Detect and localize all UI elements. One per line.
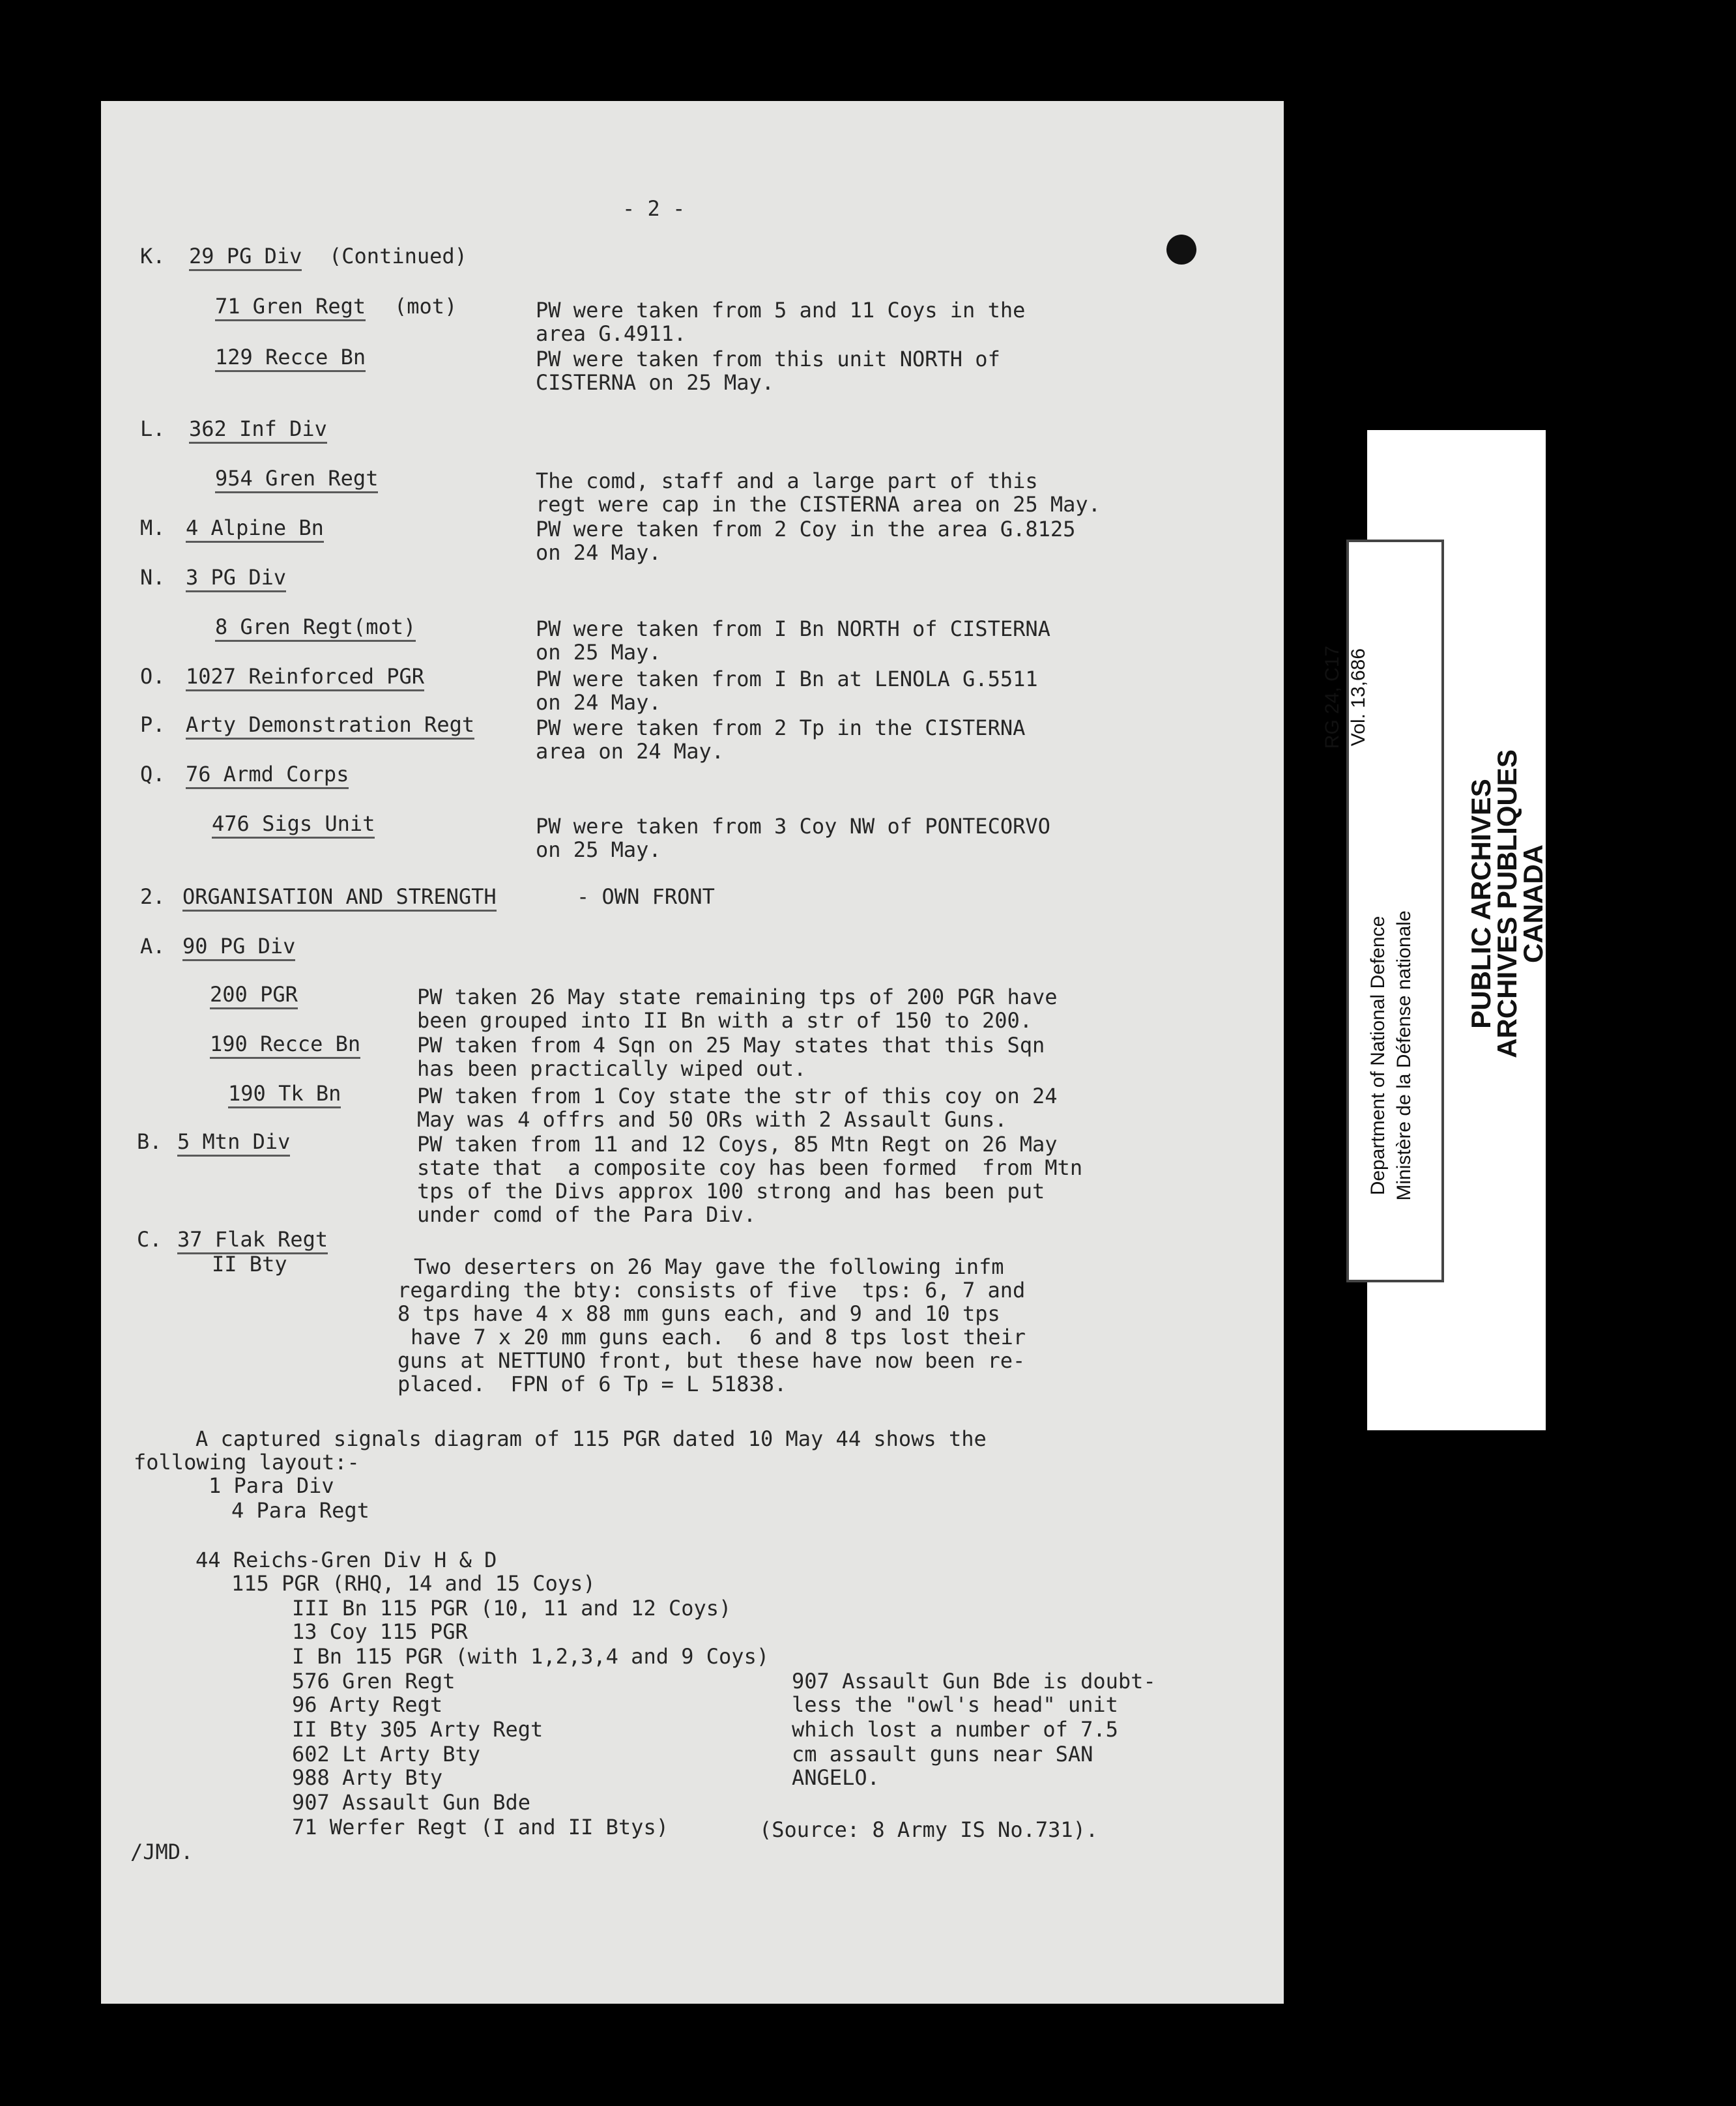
diagram-line: 71 Werfer Regt (I and II Btys) (292, 1815, 669, 1839)
diagram-line: 907 Assault Gun Bde (292, 1790, 531, 1815)
section-title-k: 29 PG Div (189, 244, 302, 271)
section-title-n: 3 PG Div (186, 566, 286, 592)
unit-text-line: has been practically wiped out. (417, 1056, 807, 1081)
diagram-line: 988 Arty Bty (292, 1765, 443, 1790)
unit-name: 200 PGR (210, 983, 298, 1009)
unit-name: 71 Gren Regt (215, 295, 366, 321)
unit-text-line: PW were taken from 3 Coy NW of PONTECORVO (536, 814, 1050, 839)
section-number-2: 2. (140, 884, 166, 909)
unit-text-line: on 25 May. (536, 640, 661, 665)
section-letter-q: Q. (140, 762, 166, 786)
section-title-2: ORGANISATION AND STRENGTH (182, 885, 497, 912)
diagram-intro-line: A captured signals diagram of 115 PGR dated 10 May 44 shows the (195, 1426, 987, 1451)
section-text-line: PW were taken from 2 Tp in the CISTERNA (536, 715, 1026, 740)
unit-name: 954 Gren Regt (215, 467, 378, 493)
unit-text-line: PW were taken from 5 and 11 Coys in the (536, 298, 1026, 323)
diagram-line: 602 Lt Arty Bty (292, 1742, 480, 1767)
diagram-line: 44 Reichs-Gren Div H & D (195, 1548, 497, 1572)
page-number: - 2 - (622, 196, 686, 221)
stamp-ref-1: RG 24, C17 (1322, 645, 1343, 749)
unit-text-line: PW were taken from I Bn NORTH of CISTERNA (536, 616, 1050, 641)
typist-initials: /JMD. (130, 1839, 194, 1864)
unit-text-line: been grouped into II Bn with a str of 150 to 200. (417, 1008, 1033, 1033)
section-title-l: 362 Inf Div (189, 417, 327, 444)
section-text-line: PW taken from 11 and 12 Coys, 85 Mtn Regt on 26 May (417, 1132, 1058, 1157)
unit-name: 190 Tk Bn (228, 1082, 341, 1108)
section-letter-b: B. (137, 1129, 162, 1154)
source-note: (Source: 8 Army IS No.731). (759, 1817, 1099, 1842)
section-title-b: 5 Mtn Div (177, 1130, 290, 1157)
stamp-archives-fr: ARCHIVES PUBLIQUES (1492, 749, 1522, 1058)
unit-text-line: PW taken 26 May state remaining tps of 200 PGR have (417, 985, 1058, 1009)
section-text-line: tps of the Divs approx 100 strong and has been put (417, 1179, 1045, 1204)
section-letter-m: M. (140, 515, 166, 540)
section-text-line: on 24 May. (536, 690, 661, 715)
section-title-c: 37 Flak Regt (177, 1228, 328, 1254)
section-text-line: on 24 May. (536, 540, 661, 565)
section-letter-c: C. (137, 1227, 162, 1252)
unit-name: 476 Sigs Unit (212, 812, 375, 839)
section-letter-k: K. (140, 244, 166, 268)
diagram-note-line: cm assault guns near SAN (792, 1742, 1093, 1767)
unit-text-line: regt were cap in the CISTERNA area on 25 May. (536, 492, 1101, 517)
unit-text-line: PW were taken from this unit NORTH of (536, 347, 1000, 371)
section-title-q: 76 Armd Corps (186, 762, 349, 789)
unit-text-line: on 25 May. (536, 837, 661, 862)
section-text-line: placed. FPN of 6 Tp = L 51838. (398, 1372, 787, 1396)
section-text-line: guns at NETTUNO front, but these have now been re- (398, 1348, 1026, 1373)
section-text-line: state that a composite coy has been formed from Mtn (417, 1155, 1083, 1180)
section-title-p: Arty Demonstration Regt (186, 713, 474, 740)
section-text-line: Two deserters on 26 May gave the following infm (414, 1254, 1004, 1279)
unit-text-line: PW taken from 4 Sqn on 25 May states that this Sqn (417, 1033, 1045, 1058)
stamp-dept-fr: Ministère de la Défense nationale (1393, 910, 1415, 1201)
diagram-line: 576 Gren Regt (292, 1669, 456, 1694)
section-suffix-k: (Continued) (329, 244, 467, 268)
section-text-line: have 7 x 20 mm guns each. 6 and 8 tps lost their (411, 1325, 1026, 1349)
diagram-line: I Bn 115 PGR (with 1,2,3,4 and 9 Coys) (292, 1644, 770, 1669)
diagram-note-line: ANGELO. (792, 1765, 880, 1790)
unit-text-line: area G.4911. (536, 321, 687, 346)
section-sub-c: II Bty (212, 1252, 287, 1277)
stamp-dept-en: Department of National Defence (1367, 916, 1389, 1196)
section-letter-p: P. (140, 712, 166, 737)
section-text-line: regarding the bty: consists of five tps: 6, 7 and (398, 1278, 1026, 1303)
diagram-line: 1 Para Div (209, 1473, 334, 1498)
stamp-country: CANADA (1518, 844, 1548, 963)
section-title-m: 4 Alpine Bn (186, 516, 324, 543)
stamp-archives-en: PUBLIC ARCHIVES (1466, 779, 1496, 1029)
unit-name: 190 Recce Bn (210, 1032, 360, 1059)
section-letter-n: N. (140, 565, 166, 590)
unit-text-line: CISTERNA on 25 May. (536, 370, 775, 395)
section-letter-a: A. (140, 934, 166, 959)
unit-name: 8 Gren Regt(mot) (215, 615, 416, 642)
punch-hole-mark (1166, 235, 1196, 265)
diagram-note-line: 907 Assault Gun Bde is doubt- (792, 1669, 1156, 1694)
section-letter-o: O. (140, 664, 166, 689)
unit-text-line: May was 4 offrs and 50 ORs with 2 Assault Guns. (417, 1107, 1007, 1132)
section-text-line: 8 tps have 4 x 88 mm guns each, and 9 and 10 tps (398, 1301, 1000, 1326)
diagram-note-line: which lost a number of 7.5 (792, 1717, 1118, 1742)
section-title-o: 1027 Reinforced PGR (186, 665, 424, 691)
diagram-line: II Bty 305 Arty Regt (292, 1717, 543, 1742)
section-title-a: 90 PG Div (182, 934, 295, 961)
unit-text-line: PW taken from 1 Coy state the str of this coy on 24 (417, 1084, 1058, 1108)
section-text-line: area on 24 May. (536, 739, 724, 764)
section-text-line: under comd of the Para Div. (417, 1202, 757, 1227)
unit-name: 129 Recce Bn (215, 345, 366, 372)
section-text-line: PW were taken from I Bn at LENOLA G.5511 (536, 667, 1038, 691)
diagram-line: 115 PGR (RHQ, 14 and 15 Coys) (231, 1571, 596, 1596)
section-letter-l: L. (140, 416, 166, 441)
unit-suffix: (mot) (394, 294, 457, 319)
diagram-line: 13 Coy 115 PGR (292, 1619, 468, 1644)
diagram-intro-line: following layout:- (134, 1450, 360, 1475)
diagram-line: III Bn 115 PGR (10, 11 and 12 Coys) (292, 1596, 732, 1621)
stamp-ref-2: Vol. 13,686 (1348, 648, 1369, 747)
section-suffix-2: - OWN FRONT (577, 884, 715, 909)
section-text-line: PW were taken from 2 Coy in the area G.8125 (536, 517, 1076, 541)
unit-text-line: The comd, staff and a large part of this (536, 469, 1038, 493)
diagram-note-line: less the "owl's head" unit (792, 1692, 1118, 1717)
diagram-line: 4 Para Regt (231, 1498, 369, 1523)
diagram-line: 96 Arty Regt (292, 1692, 443, 1717)
